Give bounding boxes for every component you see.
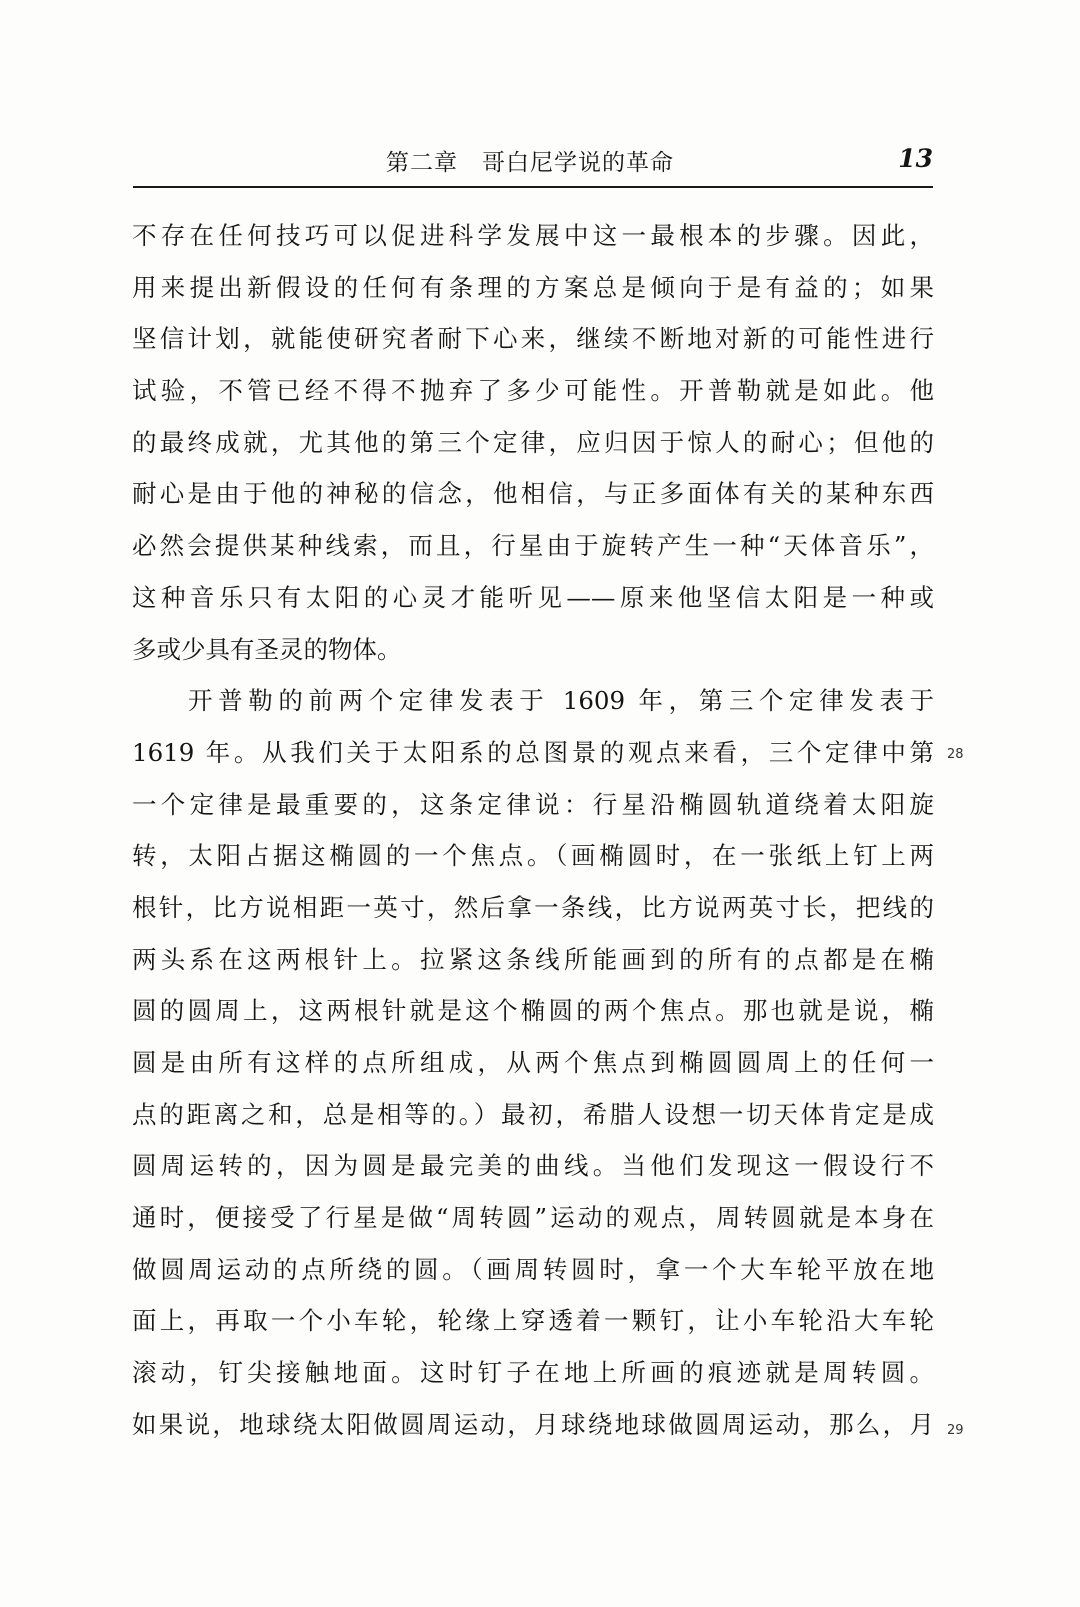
margin-page-ref: 28 [947,747,964,762]
margin-page-ref: 29 [947,1423,964,1438]
text-line: 耐心是由于他的神秘的信念，他相信，与正多面体有关的某种东西 [132,479,934,509]
text-line: 这种音乐只有太阳的心灵才能听见——原来他坚信太阳是一种或 [132,582,934,612]
page-number: 13 [898,144,933,173]
text-line: 如果说，地球绕太阳做圆周运动，月球绕地球做圆周运动，那么，月 [132,1409,934,1439]
text-line: 滚动，钉尖接触地面。这时钉子在地上所画的痕迹就是周转圆。 [132,1358,934,1388]
text-line: 转，太阳占据这椭圆的一个焦点。（画椭圆时，在一张纸上钉上两 [132,841,934,871]
text-line: 圆是由所有这样的点所组成，从两个焦点到椭圆圆周上的任何一 [132,1048,934,1077]
running-header [133,140,933,188]
text-line: 通时，便接受了行星是做“周转圆”运动的观点，周转圆就是本身在 [132,1203,934,1233]
text-line: 用来提出新假设的任何有条理的方案总是倾向于是有益的；如果 [132,272,934,302]
chapter-title: 第二章 哥白尼学说的革命 [386,150,674,176]
text-line: 两头系在这两根针上。拉紧这条线所能画到的所有的点都是在椭 [132,944,934,974]
text-line: 面上，再取一个小车轮，轮缘上穿透着一颗钉，让小车轮沿大车轮 [132,1306,934,1336]
body-text [132,210,934,1451]
text-line: 开普勒的前两个定律发表于 1609 年，第三个定律发表于 [188,686,934,716]
text-line: 点的距离之和，总是相等的。）最初，希腊人设想一切天体肯定是成 [132,1099,934,1129]
text-line: 坚信计划，就能使研究者耐下心来，继续不断地对新的可能性进行 [132,324,934,354]
text-line: 必然会提供某种线索，而且，行星由于旋转产生一种“天体音乐”， [132,531,934,561]
text-line: 试验，不管已经不得不抛弃了多少可能性。开普勒就是如此。他 [132,376,934,406]
text-line: 圆周运转的，因为圆是最完美的曲线。当他们发现这一假设行不 [132,1151,934,1181]
text-line: 不存在任何技巧可以促进科学发展中这一最根本的步骤。因此， [132,221,934,250]
text-line: 根针，比方说相距一英寸，然后拿一条线，比方说两英寸长，把线的 [132,892,934,922]
text-line: 多或少具有圣灵的物体。 [132,634,402,664]
text-line: 1619 年。从我们关于太阳系的总图景的观点来看，三个定律中第 [132,737,934,767]
text-line: 的最终成就，尤其他的第三个定律，应归因于惊人的耐心；但他的 [132,427,934,457]
text-line: 一个定律是最重要的，这条定律说：行星沿椭圆轨道绕着太阳旋 [132,789,934,819]
text-line: 圆的圆周上，这两根针就是这个椭圆的两个焦点。那也就是说，椭 [132,996,934,1026]
text-line: 做圆周运动的点所绕的圆。（画周转圆时，拿一个大车轮平放在地 [132,1254,934,1284]
